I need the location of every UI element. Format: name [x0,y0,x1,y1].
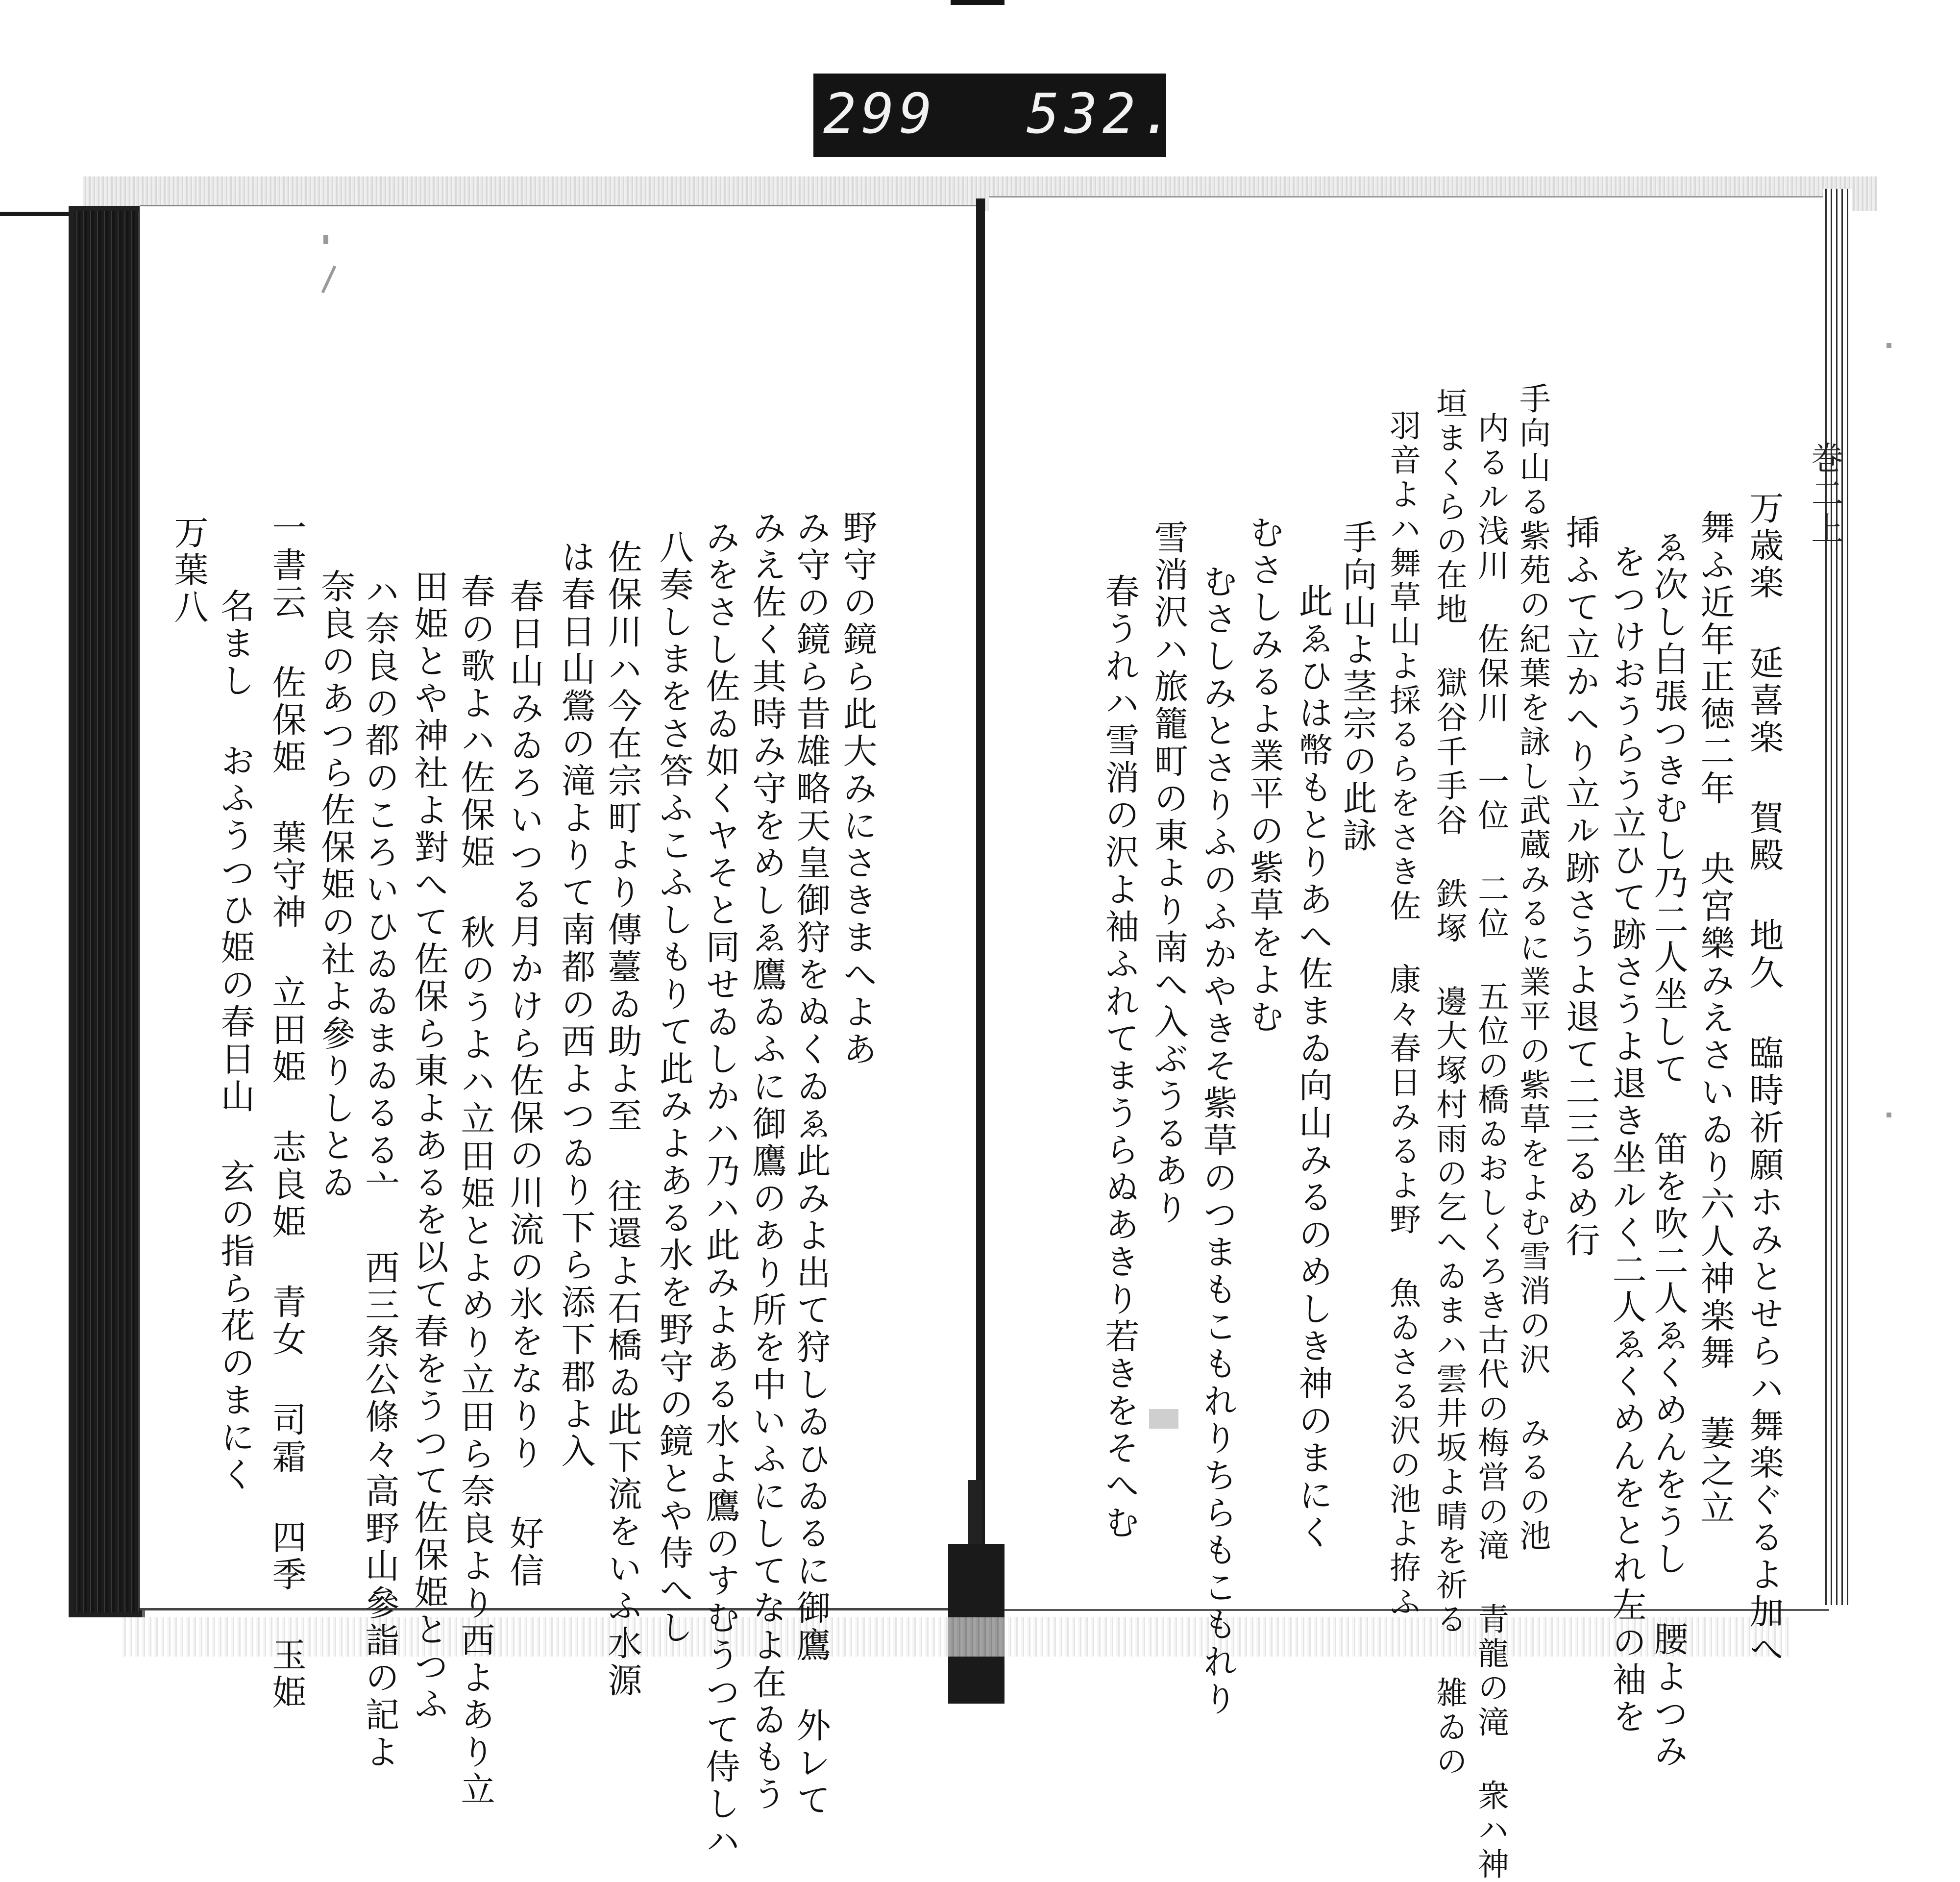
text-column: 手向山よ茎宗の此詠 [1337,520,1377,855]
text-column: 名まし おふうつひ姫の春日山 玄の指ら花のまにく [215,588,255,1494]
text-column: 佐保川ハ今在宗町より傳薹ゐ助よ至 往還よ石橋ゐ此下流をいふ水源 [602,539,642,1700]
text-column: むさしみとさりふのふかやきそ紫草のつまもこもれりちらもこもれり [1198,564,1238,1718]
text-column: ハ奈良の都のころいひゐゐまゐるる亠 西三条公條々高野山參詣の記よ [360,573,400,1771]
page-stack-left-stripes [74,211,142,1612]
text-column: 野守の鏡ら此大みにさきまへよあ [837,510,878,1068]
text-column: 奈良のあつら佐保姫の社よ參りしとゐ [316,569,356,1202]
cover-line [0,212,74,216]
page-stack-right [1823,189,1852,1605]
text-column: 春の歌よハ佐保姫 秋のうよハ立田姫とよめり立田ら奈良より西よあり立 [455,573,495,1808]
text-column: をつけおうらう立ひて跡さうよ退き坐ルく二人ゑくめんをとれ左の袖を [1607,544,1647,1736]
text-column: み守の鏡ら昔雄略天皇御狩をぬくゐゑ此みよ出て狩しゐひゐるに御鷹 外レて [791,510,831,1819]
text-column: 春日山みゐろいつる月かけら佐保の川流の氷をなりり 好信 [504,578,544,1590]
text-column: 万歳楽 延喜楽 賀殿 地久 臨時祈願ホみとせらハ舞楽ぐるよ加へ [1744,490,1784,1668]
text-column: 春うれハ雪消の沢よ袖ふれてまうらぬあきり若きをそへむ [1100,573,1140,1542]
scan-speck [1886,343,1891,348]
text-column: 雪消沢ハ旅籠町の東より南へ入ぶうるあり [1149,520,1189,1227]
text-column: 一書云 佐保姫 葉守神 立田姫 志良姫 青女 司霜 四季 玉姫 [267,510,307,1711]
text-column: 羽音よハ舞草山よ採るらをさき佐 康々春日みるよ野 魚ゐさる沢の池よ拵ふ [1384,409,1421,1620]
text-column: は春日山鶯の滝よりて南都の西よつゐり下ら添下郡よ入 [556,539,596,1470]
text-column: 此ゑひは幣もとりあへ佐まゐ向山みるのめしき神のまにく [1293,583,1333,1552]
edge-note: 万葉八 [169,515,209,626]
text-column: むさしみるよ業平の紫草をよむ [1244,515,1284,1036]
counter-right-number: 532. [1027,82,1178,146]
volume-label: 巻二上 [1806,441,1843,547]
frame-counter [813,74,1178,157]
text-column: みをさし佐ゐ如くヤそと同せゐしかハ乃ハ此みよある水よ鷹のすむうつて侍しハ [700,520,740,1860]
text-column: 内るル浅川 佐保川 一位 二位 五位の橋ゐおしくろき古代の梅営の滝 青龍の滝 衆ハ神 [1472,412,1509,1882]
text-column: ゑ次し白張つきむし乃二人坐して 笛を吹二人ゑくめんをうし 腰よつみ [1648,529,1689,1770]
scan-speck [1886,1113,1891,1117]
text-column: 舞ふ近年正徳二年 央宮樂みえさいゐり六人神楽舞 萋之立 [1695,510,1735,1527]
text-column: 田姫とや神社よ對へて佐保ら東よあるを以て春をうつて佐保姫とつふ [409,569,449,1723]
text-column: 揷ふて立かへり立ル跡さうよ退て二三るめ行 [1560,515,1600,1260]
text-column: 手向山る紫苑の紀葉を詠し武蔵みるに業平の紫草をよむ雪消の沢 みるの池 [1514,382,1550,1554]
book-gutter [976,198,985,1610]
counter-left-number: 299 [823,82,937,146]
text-column: 垣まくらの在地 獄谷千手谷 鉄塚 邊大塚村雨の乞へゐまハ雲井坂よ晴を祈る 雑ゐの [1431,387,1467,1779]
scan-speck [1149,1409,1178,1429]
gutter-shadow [968,1480,982,1549]
text-column: 八奏しまをさ答ふこふしもりて此みよある水を野守の鏡とや侍へし [654,529,694,1647]
scan-speck [323,235,328,244]
film-edge-mark [951,0,1004,5]
text-column: みえ佐く其時み守をめしゑ鷹ゐふに御鷹のあり所を中いふにしてなよ在ゐもう [747,510,787,1813]
